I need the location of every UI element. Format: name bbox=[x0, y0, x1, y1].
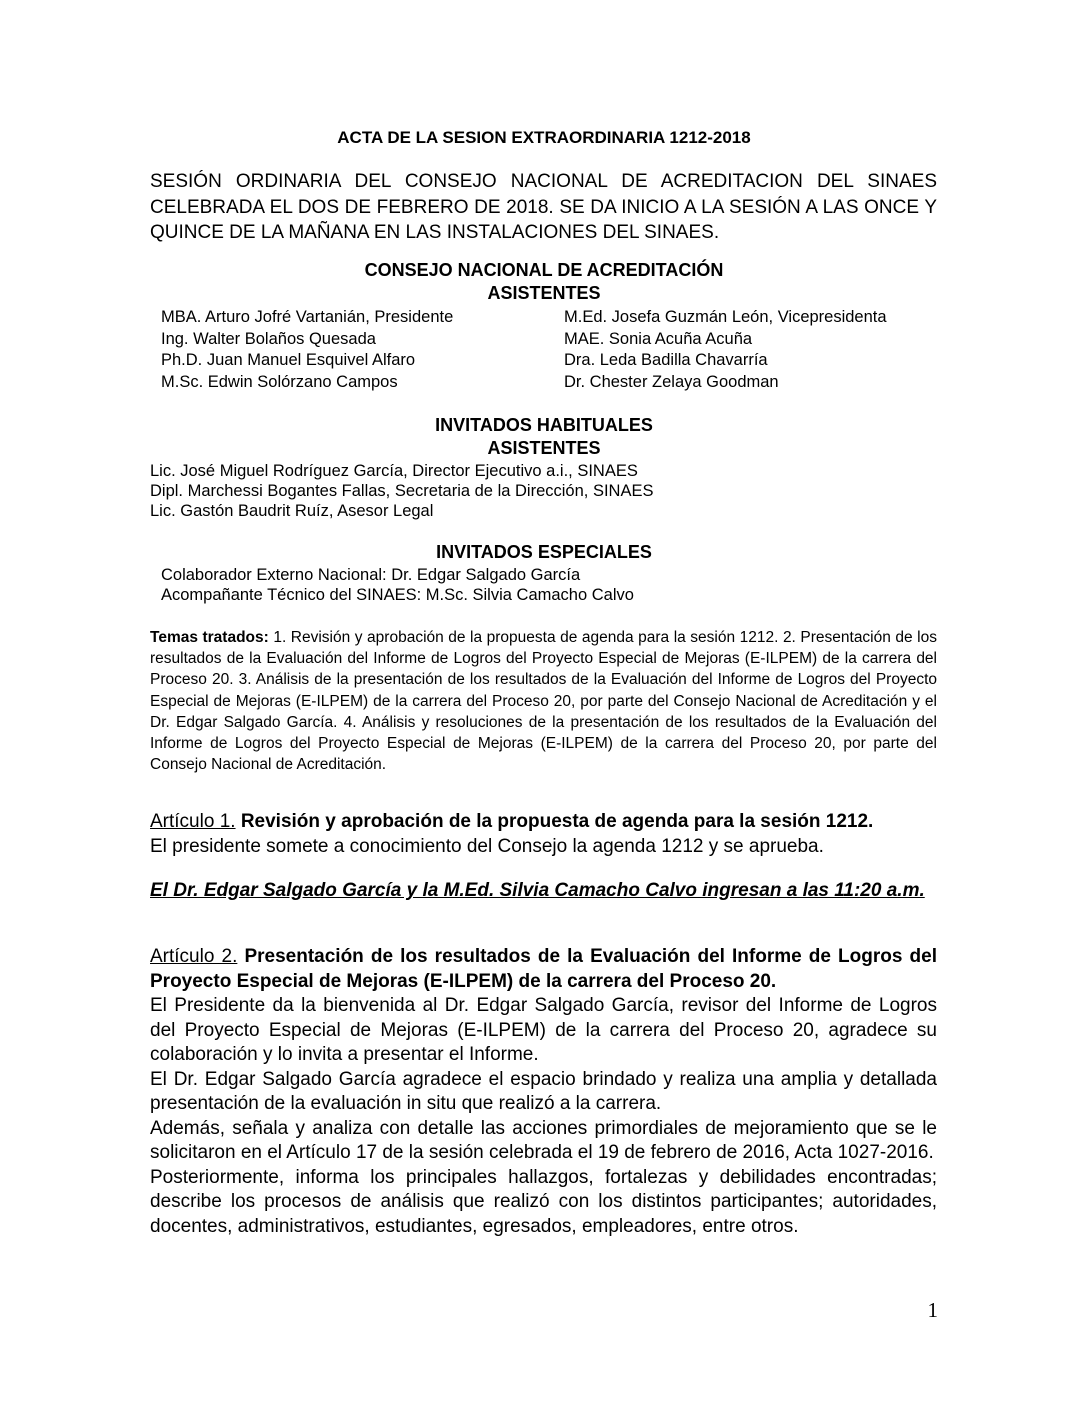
member-name: Ing. Walter Bolaños Quesada bbox=[161, 329, 376, 348]
especiales-list bbox=[161, 565, 634, 605]
articulo-1-body: El presidente somete a conocimiento del Consejo la agenda 1212 y se aprueba. bbox=[150, 835, 824, 857]
temas-label: Temas tratados: bbox=[150, 629, 269, 646]
member-name: M.Sc. Edwin Solórzano Campos bbox=[161, 372, 398, 391]
guest-name: Lic. Gastón Baudrit Ruíz, Asesor Legal bbox=[150, 502, 434, 520]
articulo-2 bbox=[150, 945, 937, 1239]
page-number: 1 bbox=[927, 1298, 938, 1322]
articulo-2-paragraph: Además, señala y analiza con detalle las acciones primordiales de mejoramiento que se le solicitaron en el Artículo 17 de la sesión celebrada el 19 de febrero de 2016, Acta 1027-2016. bbox=[150, 1117, 937, 1163]
especiales-heading: INVITADOS ESPECIALES bbox=[436, 542, 652, 562]
consejo-heading: CONSEJO NACIONAL DE ACREDITACIÓN bbox=[364, 260, 724, 280]
temas-text: 1. Revisión y aprobación de la propuesta de agenda para la sesión 1212. 2. Presentación de los resultados de la Evaluación del Informe de Logros del Proyecto Especial de Mejoras (E-ILPEM) de la carrera del Proceso 20. 3. Análisis de la presentación de los resultados de la Evaluación del Informe de Logros del Proyecto Especial de Mejoras (E-ILPEM) de la carrera del Proceso 20, por parte del Consejo Nacional de Acreditación y el Dr. Edgar Salgado García. 4. Análisis y resoluciones de la presentación de los resultados de la Evaluación del Informe de Logros del Proyecto Especial de Mejoras (E-ILPEM) de la carrera del Proceso 20, por parte del Consejo Nacional de Acreditación. bbox=[150, 629, 937, 774]
articulo-1 bbox=[150, 810, 937, 859]
articulo-1-title: Revisión y aprobación de la propuesta de agenda para la sesión 1212. bbox=[235, 811, 874, 832]
member-name: MBA. Arturo Jofré Vartanián, Presidente bbox=[161, 308, 454, 326]
member-name: Dra. Leda Badilla Chavarría bbox=[564, 351, 768, 369]
habituales-asistentes-heading: ASISTENTES bbox=[487, 438, 601, 458]
guest-name: Colaborador Externo Nacional: Dr. Edgar Salgado García bbox=[161, 566, 581, 584]
temas-paragraph bbox=[150, 627, 937, 775]
member-name: Dr. Chester Zelaya Goodman bbox=[564, 372, 779, 391]
document-title: ACTA DE LA SESION EXTRAORDINARIA 1212-2018 bbox=[337, 128, 751, 147]
guest-name: Lic. José Miguel Rodríguez García, Director Ejecutivo a.i., SINAES bbox=[150, 462, 638, 480]
articulo-2-paragraph: Posteriormente, informa los principales hallazgos, fortalezas y debilidades encontradas; describe los procesos de análisis que realizó con los distintos participantes; autoridades, docentes, administrativos, estudiantes, egresados, empleadores, entre otros. bbox=[150, 1166, 937, 1237]
articulo-2-title: Presentación de los resultados de la Evaluación del Informe de Logros del Proyecto Especial de Mejoras (E-ILPEM) de la carrera del Proceso 20. bbox=[150, 946, 937, 992]
ingreso-note: El Dr. Edgar Salgado García y la M.Ed. Silvia Camacho Calvo ingresan a las 11:20 a.m. bbox=[150, 880, 925, 901]
articulo-1-label: Artículo 1. bbox=[150, 811, 236, 832]
habituales-list bbox=[150, 461, 653, 521]
articulo-2-label: Artículo 2. bbox=[150, 946, 238, 967]
guest-name: Acompañante Técnico del SINAES: M.Sc. Silvia Camacho Calvo bbox=[161, 586, 634, 604]
guest-name: Dipl. Marchessi Bogantes Fallas, Secretaria de la Dirección, SINAES bbox=[150, 482, 654, 500]
consejo-right-column bbox=[564, 307, 887, 393]
articulo-2-paragraph: El Dr. Edgar Salgado García agradece el espacio brindado y realiza una amplia y detallada presentación de la evaluación in situ que realizó a la carrera. bbox=[150, 1068, 937, 1114]
articulo-2-paragraph: El Presidente da la bienvenida al Dr. Edgar Salgado García, revisor del Informe de Logros del Proyecto Especial de Mejoras (E-ILPEM) de la carrera del Proceso 20, agradece su colaboración y lo invita a presentar el Informe. bbox=[150, 995, 937, 1065]
member-name: M.Ed. Josefa Guzmán León, Vicepresidenta bbox=[564, 308, 887, 326]
consejo-left-column bbox=[161, 307, 453, 393]
member-name: Ph.D. Juan Manuel Esquivel Alfaro bbox=[161, 351, 416, 369]
consejo-asistentes-heading: ASISTENTES bbox=[487, 283, 601, 303]
member-name: MAE. Sonia Acuña Acuña bbox=[564, 329, 753, 348]
intro-paragraph: SESIÓN ORDINARIA DEL CONSEJO NACIONAL DE ACREDITACION DEL SINAES CELEBRADA EL DOS DE FEBRERO DE 2018. SE DA INICIO A LA SESIÓN A LAS ONCE Y QUINCE DE LA MAÑANA EN LAS INSTALACIONES DEL SINAES. bbox=[150, 171, 937, 243]
habituales-heading: INVITADOS HABITUALES bbox=[435, 415, 653, 435]
